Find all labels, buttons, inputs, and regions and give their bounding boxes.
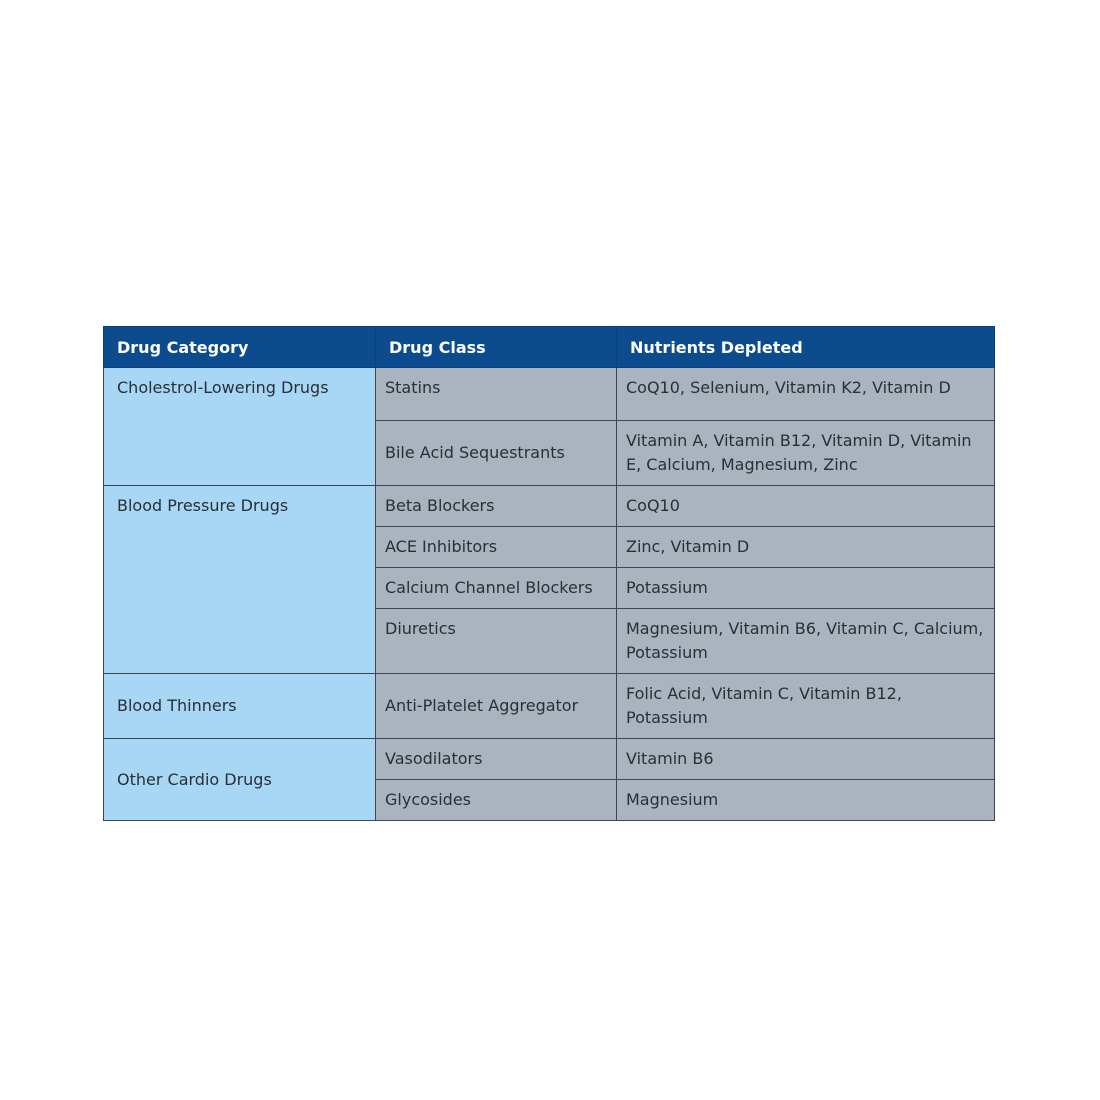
drug-class-cell: Statins — [376, 368, 617, 421]
nutrients-cell: Potassium — [617, 568, 995, 609]
drug-class-cell: Diuretics — [376, 609, 617, 674]
drug-class-cell: Glycosides — [376, 780, 617, 821]
drug-class-cell: Bile Acid Sequestrants — [376, 421, 617, 486]
nutrients-cell: Folic Acid, Vitamin C, Vitamin B12, Potassium — [617, 674, 995, 739]
drug-class-cell: ACE Inhibitors — [376, 527, 617, 568]
nutrients-cell: CoQ10 — [617, 486, 995, 527]
header-row — [104, 327, 995, 368]
header-nutrients-depleted: Nutrients Depleted — [617, 327, 995, 368]
table-row — [104, 739, 995, 780]
drug-class-cell: Anti-Platelet Aggregator — [376, 674, 617, 739]
category-cell: Cholestrol-Lowering Drugs — [104, 368, 376, 486]
category-cell: Other Cardio Drugs — [104, 739, 376, 821]
nutrients-cell: CoQ10, Selenium, Vitamin K2, Vitamin D — [617, 368, 995, 421]
nutrient-depletion-table — [103, 326, 995, 821]
nutrients-cell: Magnesium, Vitamin B6, Vitamin C, Calcium, Potassium — [617, 609, 995, 674]
drug-class-cell: Calcium Channel Blockers — [376, 568, 617, 609]
nutrients-cell: Magnesium — [617, 780, 995, 821]
nutrients-cell: Zinc, Vitamin D — [617, 527, 995, 568]
table-row — [104, 368, 995, 421]
category-cell: Blood Thinners — [104, 674, 376, 739]
drug-class-cell: Beta Blockers — [376, 486, 617, 527]
table-row — [104, 486, 995, 527]
header-drug-category: Drug Category — [104, 327, 376, 368]
nutrients-cell: Vitamin B6 — [617, 739, 995, 780]
header-drug-class: Drug Class — [376, 327, 617, 368]
table-row — [104, 674, 995, 739]
category-cell: Blood Pressure Drugs — [104, 486, 376, 674]
drug-class-cell: Vasodilators — [376, 739, 617, 780]
nutrients-cell: Vitamin A, Vitamin B12, Vitamin D, Vitamin E, Calcium, Magnesium, Zinc — [617, 421, 995, 486]
